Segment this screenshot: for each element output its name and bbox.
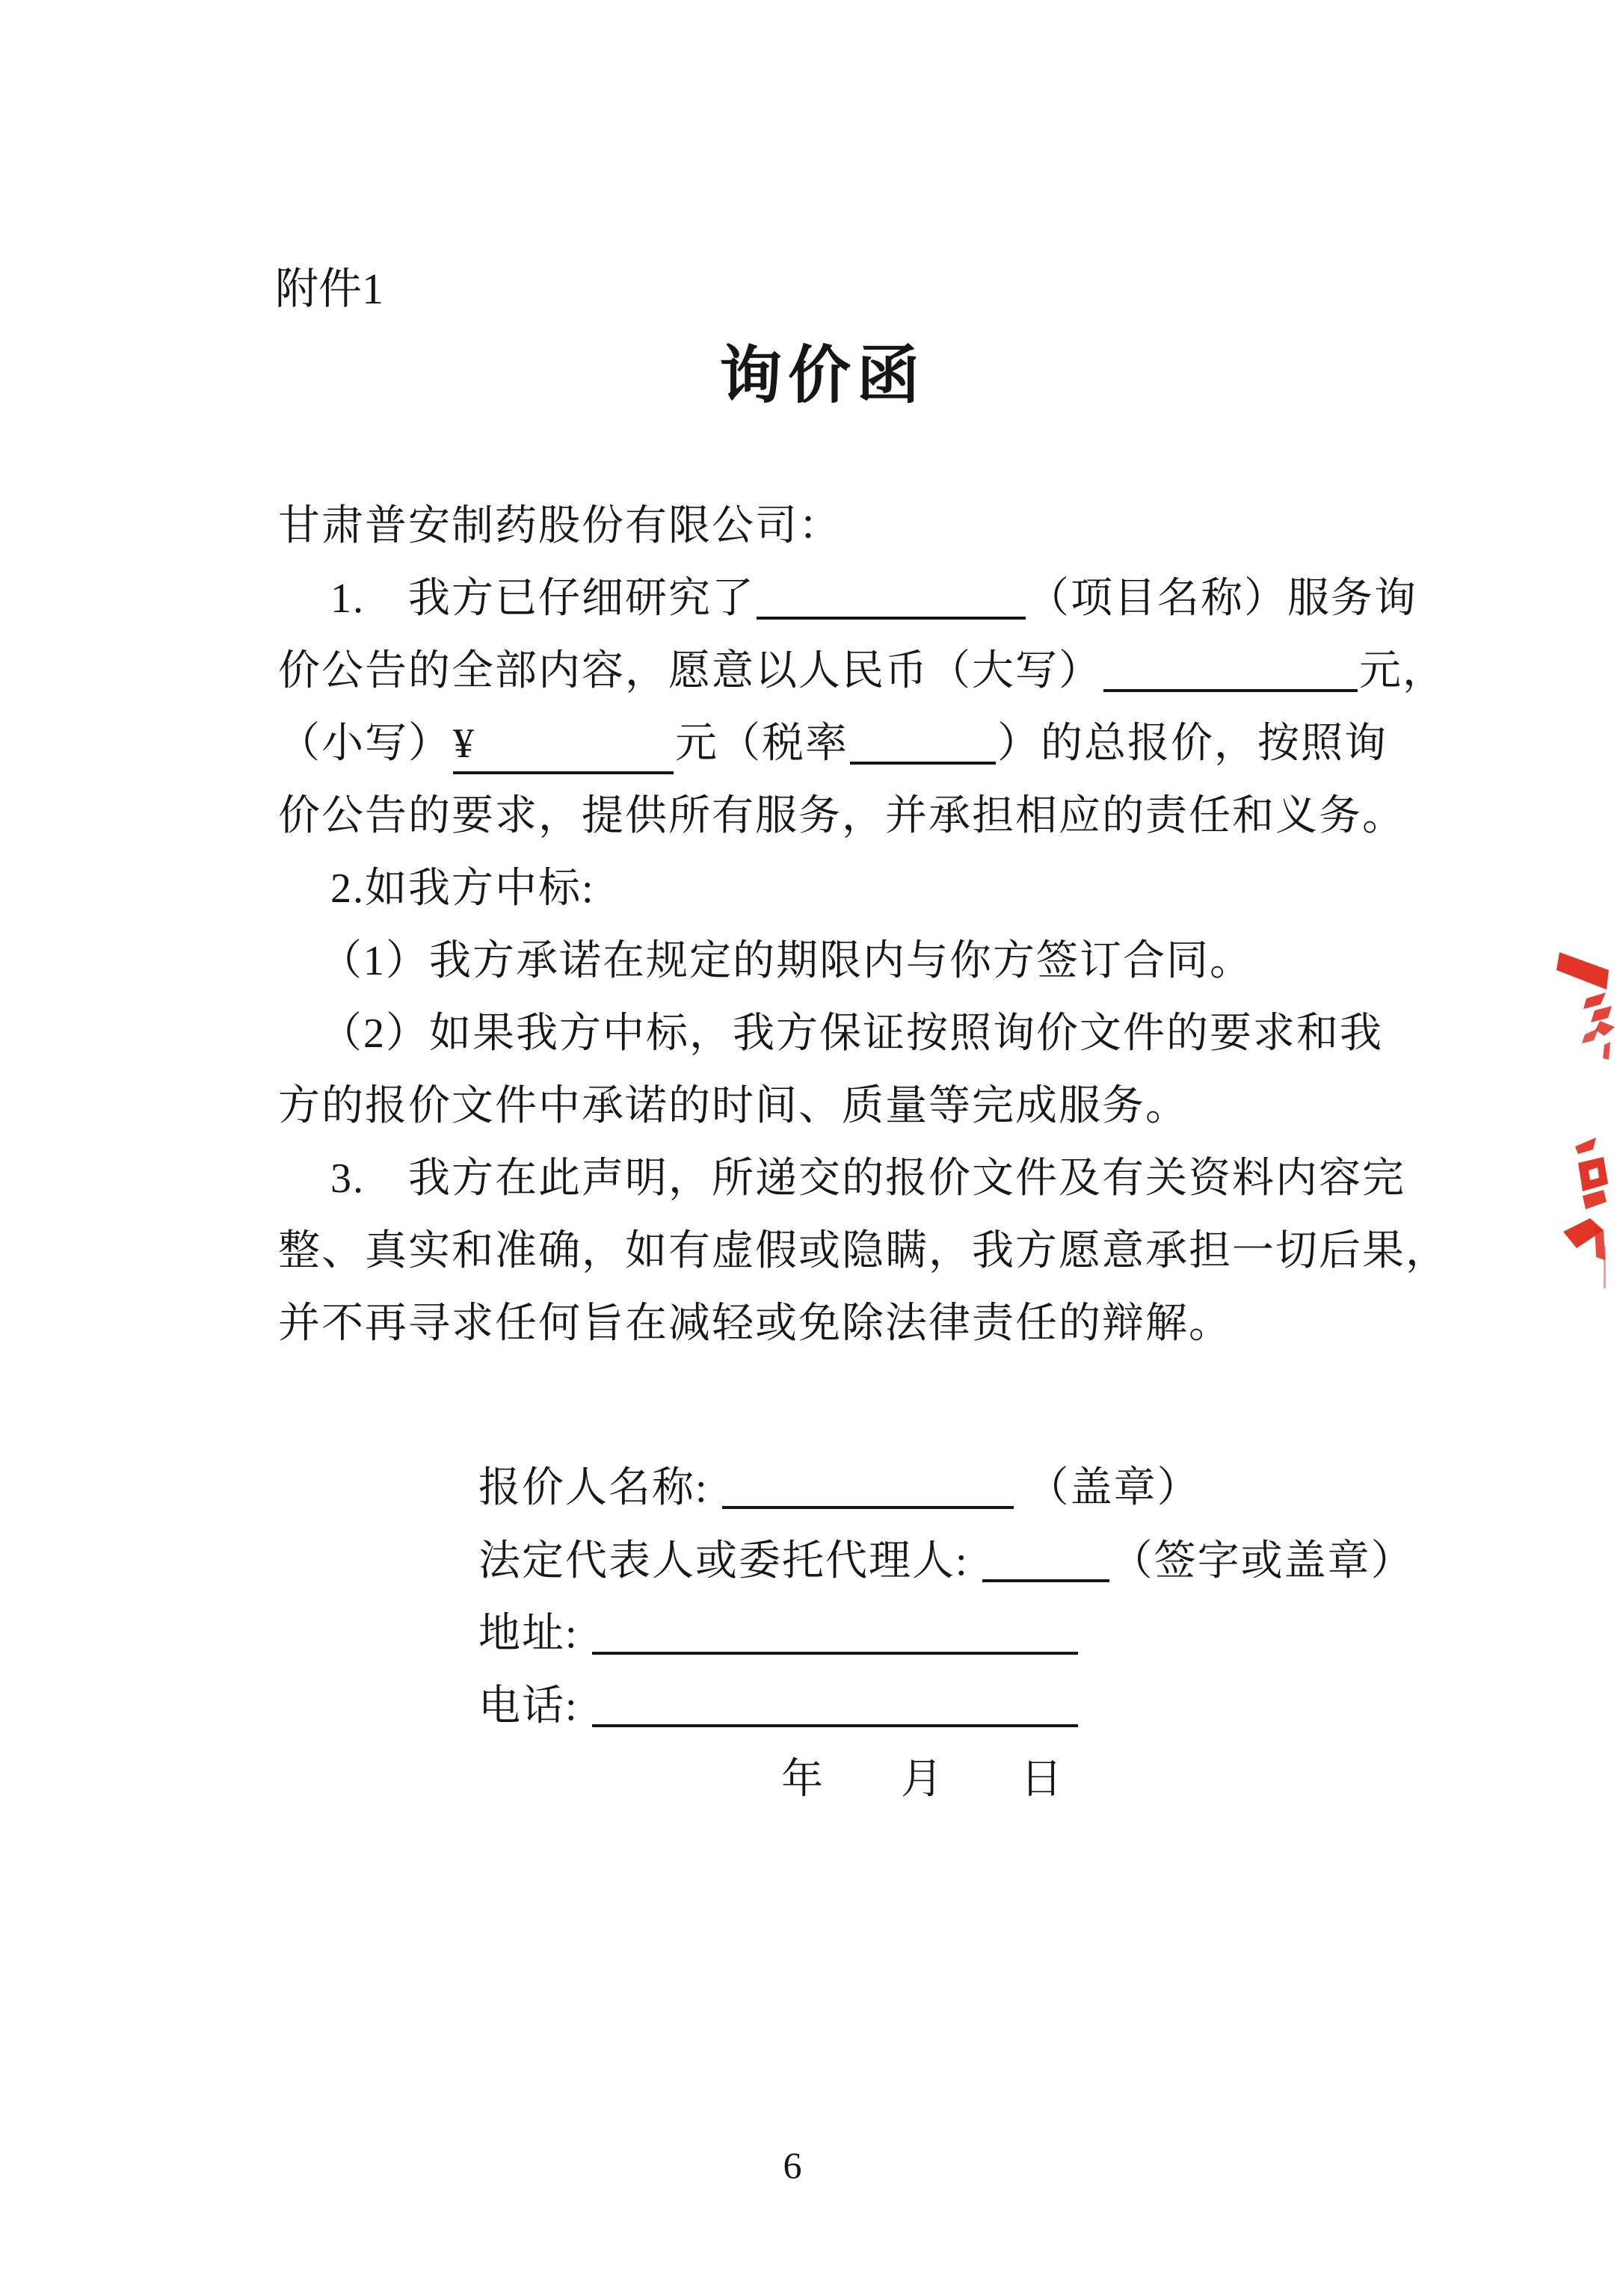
paragraph-1-line-3 [278,717,1388,774]
paragraph-1-line-4: 价公告的要求，提供所有服务，并承担相应的责任和义务。 [278,793,1405,839]
page-title: 询价函 [718,342,926,411]
address-label: 地址: [478,1611,579,1657]
paragraph-2-item-1: （1）我方承诺在规定的期限内与你方签订合同。 [320,938,1253,984]
p1-l1-text-after: （项目名称）服务询 [1027,575,1417,622]
blank-project-name [757,579,1026,620]
signature-representative-line [478,1534,1414,1589]
paragraph-2-item-2-line-1: （2）如果我方中标，我方保证按照询价文件的要求和我 [320,1010,1383,1057]
representative-sign-note: （签字或盖章） [1110,1538,1414,1584]
paragraph-1-line-1 [278,572,1417,626]
paragraph-2-heading: 2.如我方中标: [330,865,595,912]
blank-address [592,1614,1078,1655]
paragraph-3-line-1: 3. 我方在此声明，所递交的报价文件及有关资料内容完 [330,1155,1405,1202]
p1-l2-text-after: 元， [1359,648,1446,694]
date-line [781,1753,1062,1807]
bidder-seal-note: （盖章） [1026,1465,1201,1511]
blank-representative [982,1542,1109,1582]
date-month-label: 月 [901,1756,943,1803]
attachment-label: 附件1 [275,265,384,313]
phone-label: 电话: [478,1683,579,1729]
date-year-label: 年 [781,1756,823,1803]
bidder-name-label: 报价人名称: [478,1465,709,1511]
p1-l3-text-mid: 元（税率 [675,720,849,767]
blank-amount-figures [453,717,674,774]
p1-l3-text: （小写） [278,720,452,767]
p1-l1-text: 1. 我方已仔细研究了 [330,575,755,622]
paragraph-1-line-2 [278,644,1446,699]
paragraph-3-line-2: 整、真实和准确，如有虚假或隐瞒，我方愿意承担一切后果， [278,1228,1449,1274]
blank-phone [592,1687,1078,1727]
signature-bidder-line [478,1461,1201,1516]
paragraph-2-item-2-line-2: 方的报价文件中承诺的时间、质量等完成服务。 [278,1083,1189,1129]
salutation: 甘肃普安制药股份有限公司： [278,503,842,549]
currency-symbol: ¥ [453,720,475,767]
representative-label: 法定代表人或委托代理人: [478,1538,969,1584]
signature-phone-line [478,1679,1080,1734]
date-day-label: 日 [1020,1756,1062,1803]
blank-amount-words [1103,652,1358,692]
paragraph-3-line-3: 并不再寻求任何旨在减轻或免除法律责任的辩解。 [278,1300,1232,1347]
blank-bidder-name [722,1469,1014,1509]
blank-tax-rate [850,724,996,765]
p1-l3-text-after: ）的总报价，按照询 [997,720,1388,767]
p1-l2-text: 价公告的全部内容，愿意以人民币（大写） [278,648,1102,694]
seal-fragment-lower [1557,1135,1623,1292]
signature-address-line [478,1607,1080,1661]
page-number: 6 [783,2144,802,2186]
seal-fragment-upper [1553,940,1623,1067]
